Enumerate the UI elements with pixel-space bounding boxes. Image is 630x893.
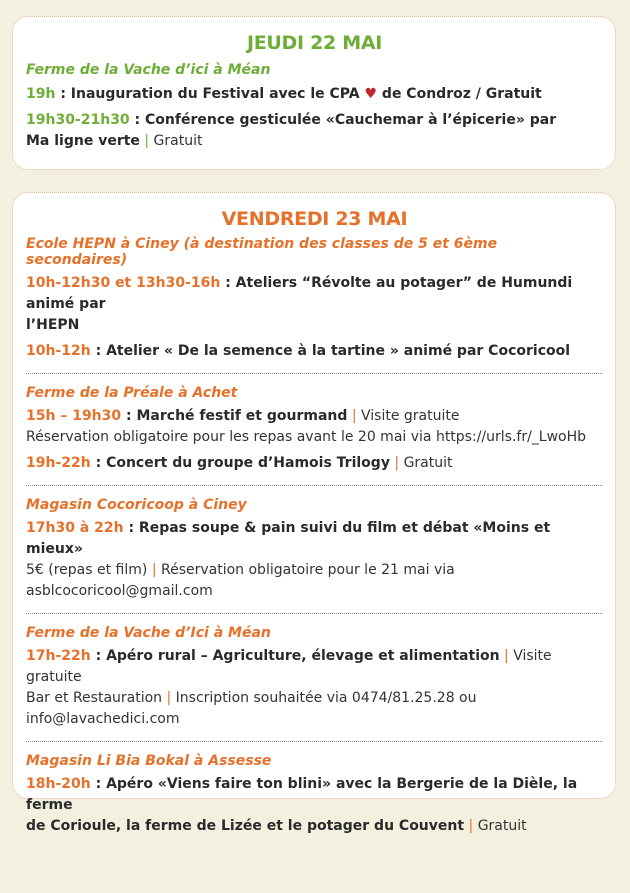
section-location: Ferme de la Vache d’Ici à Méan <box>26 625 271 641</box>
friday-event: 10h-12h30 et 13h30-16h : Ateliers “Révolte au potager” de Humundi animé par l’HEPN <box>26 275 573 333</box>
thursday-event-1: 19h : Inauguration du Festival avec le CPA ♥ de Condroz / Gratuit <box>26 86 542 102</box>
section-divider <box>26 741 603 742</box>
event-time: 10h-12h30 et 13h30-16h <box>26 275 221 291</box>
friday-event: 19h-22h : Concert du groupe d’Hamois Trilogy | Gratuit <box>26 455 453 471</box>
section-location: Ferme de la Préale à Achet <box>26 385 238 401</box>
friday-event: 18h-20h : Apéro «Viens faire ton blini» avec la Bergerie de la Dièle, la ferme de Corioule, la ferme de Lizée et le potager du Couvent | Gratuit <box>26 776 578 834</box>
separator-pipe: | <box>504 648 509 664</box>
separator-pipe: | <box>351 408 357 424</box>
separator-pipe: | <box>144 133 150 149</box>
friday-event: 15h – 19h30 : Marché festif et gourmand | Visite gratuite Réservation obligatoire pour les repas avant le 20 mai via https://urls.fr/_LwoHb <box>26 408 587 445</box>
friday-event: 10h-12h : Atelier « De la semence à la tartine » animé par Cocoricool <box>26 343 571 359</box>
event-time: 15h – 19h30 <box>26 408 122 424</box>
friday-title: VENDREDI 23 MAI <box>221 208 408 230</box>
separator-pipe: | <box>468 818 474 834</box>
thursday-title: JEUDI 22 MAI <box>246 32 383 54</box>
section-divider <box>26 373 603 374</box>
separator-pipe: | <box>151 562 157 578</box>
friday-card <box>12 192 616 834</box>
separator-pipe: | <box>394 455 400 471</box>
friday-event: 17h30 à 22h : Repas soupe & pain suivi du film et débat «Moins et mieux» 5€ (repas et film) | Réservation obligatoire pour le 21 mai via asblcocoricool@gmail.com <box>26 520 551 599</box>
section-divider <box>26 485 603 486</box>
event-time: 10h-12h <box>26 343 91 359</box>
thursday-event-2: 19h30-21h30 : Conférence gesticulée «Cauchemar à l’épicerie» par Ma ligne verte | Gratuit <box>26 112 557 149</box>
thursday-location: Ferme de la Vache d’ici à Méan <box>26 62 271 78</box>
event-time: 17h-22h <box>26 648 91 664</box>
section-location: Ecole HEPN à Ciney (à destination des classes de 5 et 6ème secondaires) <box>26 236 498 268</box>
section-divider <box>26 613 603 614</box>
event-time: 17h30 à 22h <box>26 520 124 536</box>
friday-event: 17h-22h : Apéro rural – Agriculture, élevage et alimentation | Visite gratuite Bar et Restauration | Inscription souhaitée via 0474/81.25.28 ou info@lavachedici.com <box>26 648 552 727</box>
thursday-card <box>12 16 616 170</box>
heart-icon: ♥ <box>364 86 378 102</box>
section-location: Magasin Li Bia Bokal à Assesse <box>26 753 272 769</box>
separator-pipe: | <box>166 690 172 706</box>
event-time: 19h <box>26 86 56 102</box>
event-time: 19h-22h <box>26 455 91 471</box>
event-time: 19h30-21h30 <box>26 112 130 128</box>
event-time: 18h-20h <box>26 776 91 792</box>
section-location: Magasin Cocoricoop à Ciney <box>26 497 247 513</box>
